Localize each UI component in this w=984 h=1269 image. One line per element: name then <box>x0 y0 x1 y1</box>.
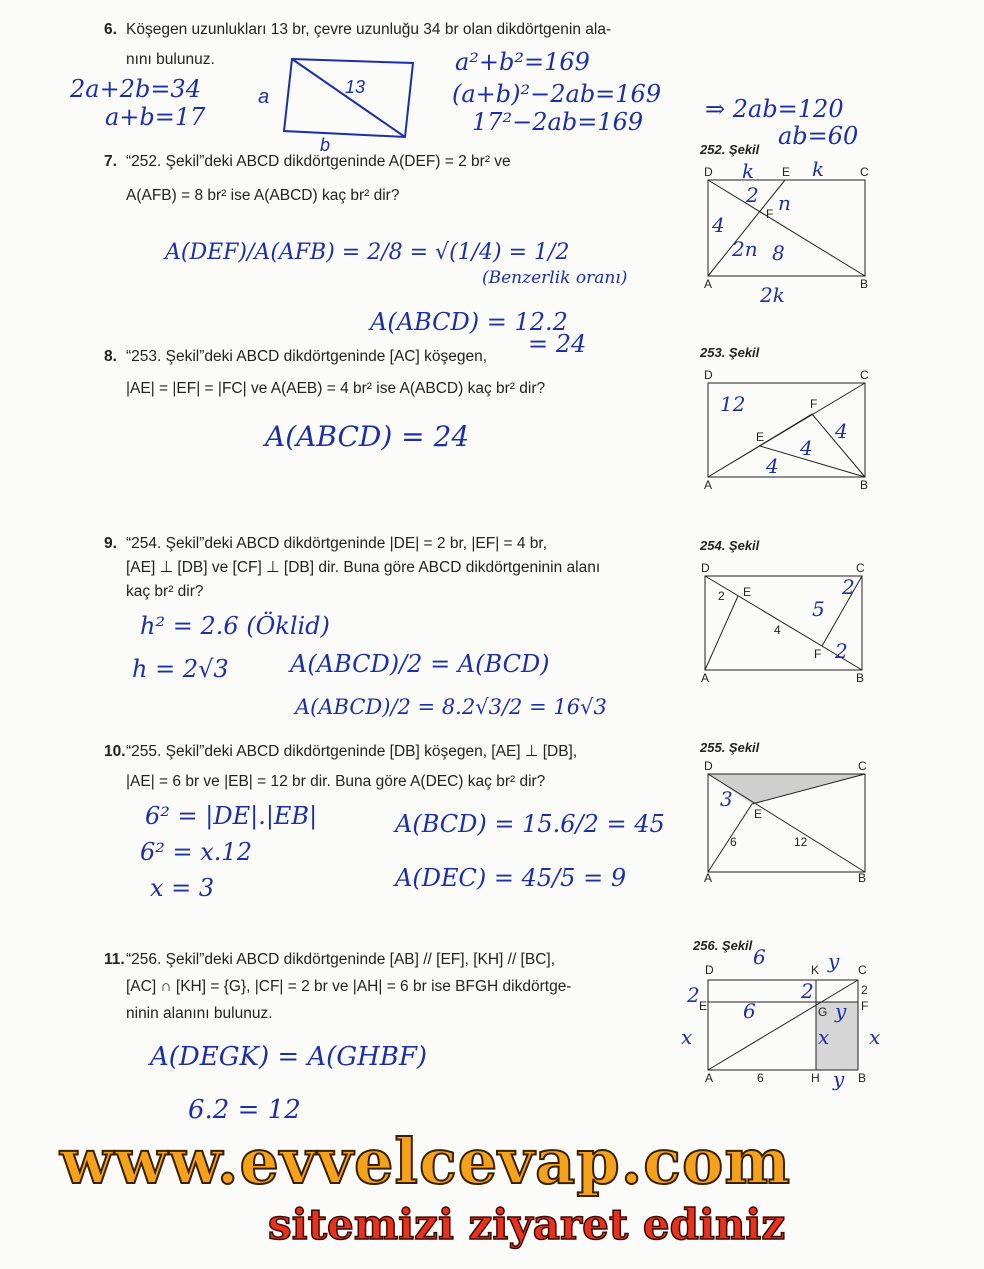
svg-text:y: y <box>833 1067 845 1091</box>
svg-text:A: A <box>704 871 713 885</box>
figure-253-diagram <box>700 363 870 493</box>
svg-text:C: C <box>860 368 869 382</box>
figure-255-diagram <box>700 758 870 888</box>
problem-text: Köşegen uzunlukları 13 br, çevre uzunluğu 34 br olan dikdörtgenin ala- <box>126 21 612 38</box>
svg-text:2: 2 <box>835 639 848 663</box>
problem-text: “256. Şekil”deki ABCD dikdörtgeninde [AB] // [EF], [KH] // [BC], <box>126 951 556 968</box>
svg-text:C: C <box>856 561 865 575</box>
handwritten-work: 6² = |DE|.|EB| <box>145 802 318 830</box>
problem-text: [AE] ⊥ [DB] ve [CF] ⊥ [DB] dir. Buna göre ABCD dikdörtgeninin alanı <box>126 559 601 576</box>
handwritten-work: A(BCD) = 15.6/2 = 45 <box>395 810 665 838</box>
svg-text:n: n <box>778 191 791 215</box>
problem-text: kaç br² dir? <box>126 583 204 600</box>
handwritten-work: A(DEC) = 45/5 = 9 <box>395 864 627 892</box>
problem-text: A(AFB) = 8 br² ise A(ABCD) kaç br² dir? <box>126 187 400 204</box>
svg-text:E: E <box>699 999 708 1013</box>
svg-text:A: A <box>705 1071 714 1085</box>
svg-text:4: 4 <box>712 213 725 237</box>
svg-text:H: H <box>811 1071 820 1085</box>
svg-text:D: D <box>704 759 713 773</box>
handwritten-work: a²+b²=169 <box>455 48 590 76</box>
handwritten-work: (Benzerlik oranı) <box>482 268 628 288</box>
svg-text:C: C <box>860 165 869 179</box>
problem-7 <box>104 150 511 208</box>
svg-text:x: x <box>818 1025 830 1049</box>
svg-text:6: 6 <box>743 999 756 1023</box>
handwritten-work: 2a+2b=34 <box>70 75 201 103</box>
svg-text:4: 4 <box>800 436 813 460</box>
problem-text: |AE| = |EF| = |FC| ve A(AEB) = 4 br² ise A(ABCD) kaç br² dir? <box>126 380 546 397</box>
handwritten-work: h = 2√3 <box>132 655 229 683</box>
problem-number: 10. <box>104 743 126 760</box>
handwritten-work: A(DEF)/A(AFB) = 2/8 = √(1/4) = 1/2 <box>165 240 570 265</box>
problem-text: ninin alanını bulunuz. <box>126 1005 273 1022</box>
watermark-site: www.evvelcevap.com <box>60 1125 791 1198</box>
figure-caption: 253. Şekil <box>700 345 760 360</box>
svg-text:F: F <box>766 207 774 221</box>
svg-text:4: 4 <box>835 419 848 443</box>
problem-text: “252. Şekil”deki ABCD dikdörtgeninde A(DEF) = 2 br² ve <box>126 153 511 170</box>
problem-number: 9. <box>104 535 117 552</box>
problem-number: 6. <box>104 21 117 38</box>
handwritten-work: ab=60 <box>778 122 859 150</box>
problem-9 <box>104 532 601 604</box>
svg-text:4: 4 <box>766 454 779 478</box>
svg-text:2: 2 <box>746 183 759 207</box>
figure-caption: 254. Şekil <box>700 538 760 553</box>
svg-text:b: b <box>320 135 331 155</box>
problem-6-rectangle-sketch <box>250 55 430 155</box>
svg-text:8: 8 <box>772 241 785 265</box>
svg-text:3: 3 <box>720 787 733 811</box>
svg-text:E: E <box>743 585 752 599</box>
handwritten-work: a+b=17 <box>105 103 206 131</box>
svg-text:6: 6 <box>757 1071 764 1085</box>
svg-text:C: C <box>858 963 867 977</box>
svg-text:6: 6 <box>753 945 766 969</box>
svg-text:2: 2 <box>842 575 855 599</box>
svg-text:5: 5 <box>812 597 825 621</box>
svg-text:B: B <box>858 1071 867 1085</box>
svg-text:a: a <box>258 86 270 108</box>
svg-text:k: k <box>812 157 825 181</box>
handwritten-work: = 24 <box>528 330 587 358</box>
svg-text:2: 2 <box>801 979 814 1003</box>
svg-text:K: K <box>811 963 820 977</box>
svg-text:k: k <box>742 159 755 183</box>
handwritten-work: A(ABCD)/2 = A(BCD) <box>290 650 550 678</box>
svg-text:12: 12 <box>794 835 808 849</box>
problem-text: nını bulunuz. <box>126 51 215 68</box>
svg-text:C: C <box>858 759 867 773</box>
svg-text:D: D <box>701 561 710 575</box>
handwritten-work: A(ABCD) = 24 <box>265 420 470 453</box>
svg-text:A: A <box>704 478 713 492</box>
svg-text:D: D <box>704 165 713 179</box>
problem-text: “253. Şekil”deki ABCD dikdörtgeninde [AC] köşegen, <box>126 348 488 365</box>
handwritten-work: 17²−2ab=169 <box>472 108 644 136</box>
problem-10 <box>104 740 578 794</box>
svg-text:B: B <box>856 671 865 685</box>
handwritten-work: A(DEGK) = A(GHBF) <box>150 1042 428 1072</box>
problem-number: 11. <box>104 951 125 968</box>
handwritten-work: A(ABCD) = 12.2 <box>370 308 568 336</box>
svg-text:D: D <box>705 963 714 977</box>
svg-text:B: B <box>858 871 867 885</box>
svg-text:E: E <box>756 430 765 444</box>
svg-text:E: E <box>754 807 763 821</box>
problem-text: |AE| = 6 br ve |EB| = 12 br dir. Buna göre A(DEC) kaç br² dir? <box>126 773 546 790</box>
svg-text:2k: 2k <box>760 283 785 307</box>
handwritten-work: 6² = x.12 <box>140 838 252 866</box>
problem-11 <box>104 948 572 1026</box>
watermark-tagline: sitemizi ziyaret ediniz <box>268 1200 786 1249</box>
svg-text:2: 2 <box>718 589 725 603</box>
svg-text:F: F <box>861 999 869 1013</box>
svg-text:x: x <box>681 1025 693 1049</box>
problem-text: “255. Şekil”deki ABCD dikdörtgeninde [DB] köşegen, [AE] ⊥ [DB], <box>126 743 578 760</box>
handwritten-work: (a+b)²−2ab=169 <box>452 80 662 108</box>
svg-text:G: G <box>818 1005 828 1019</box>
figure-caption: 252. Şekil <box>700 142 760 157</box>
svg-text:2n: 2n <box>732 237 758 261</box>
svg-text:F: F <box>810 397 818 411</box>
problem-text: [AC] ∩ [KH] = {G}, |CF| = 2 br ve |AH| = 6 br ise BFGH dikdörtge- <box>126 978 572 995</box>
svg-text:2: 2 <box>861 983 868 997</box>
problem-number: 8. <box>104 348 117 365</box>
svg-text:12: 12 <box>720 392 746 416</box>
svg-text:y: y <box>835 999 847 1023</box>
figure-caption: 256. Şekil <box>693 938 753 953</box>
handwritten-work: h² = 2.6 (Öklid) <box>140 612 330 640</box>
svg-text:B: B <box>860 277 869 291</box>
handwritten-work: ⇒ 2ab=120 <box>705 95 844 123</box>
figure-252-diagram <box>700 157 870 307</box>
problem-text: “254. Şekil”deki ABCD dikdörtgeninde |DE| = 2 br, |EF| = 4 br, <box>126 535 548 552</box>
svg-text:B: B <box>860 478 869 492</box>
svg-text:y: y <box>828 949 840 973</box>
svg-text:2: 2 <box>687 983 700 1007</box>
problem-number: 7. <box>104 153 117 170</box>
svg-text:x: x <box>869 1025 881 1049</box>
svg-text:F: F <box>814 647 822 661</box>
svg-text:D: D <box>704 368 713 382</box>
handwritten-work: x = 3 <box>150 874 215 902</box>
svg-text:6: 6 <box>730 835 737 849</box>
svg-text:A: A <box>701 671 710 685</box>
svg-text:E: E <box>782 165 791 179</box>
svg-text:4: 4 <box>774 623 781 637</box>
handwritten-work: A(ABCD)/2 = 8.2√3/2 = 16√3 <box>295 695 607 719</box>
problem-8 <box>104 345 546 401</box>
figure-254-diagram <box>700 556 870 686</box>
svg-text:A: A <box>704 277 713 291</box>
figure-caption: 255. Şekil <box>700 740 760 755</box>
handwritten-work: 6.2 = 12 <box>188 1095 301 1125</box>
svg-text:13: 13 <box>345 77 366 97</box>
